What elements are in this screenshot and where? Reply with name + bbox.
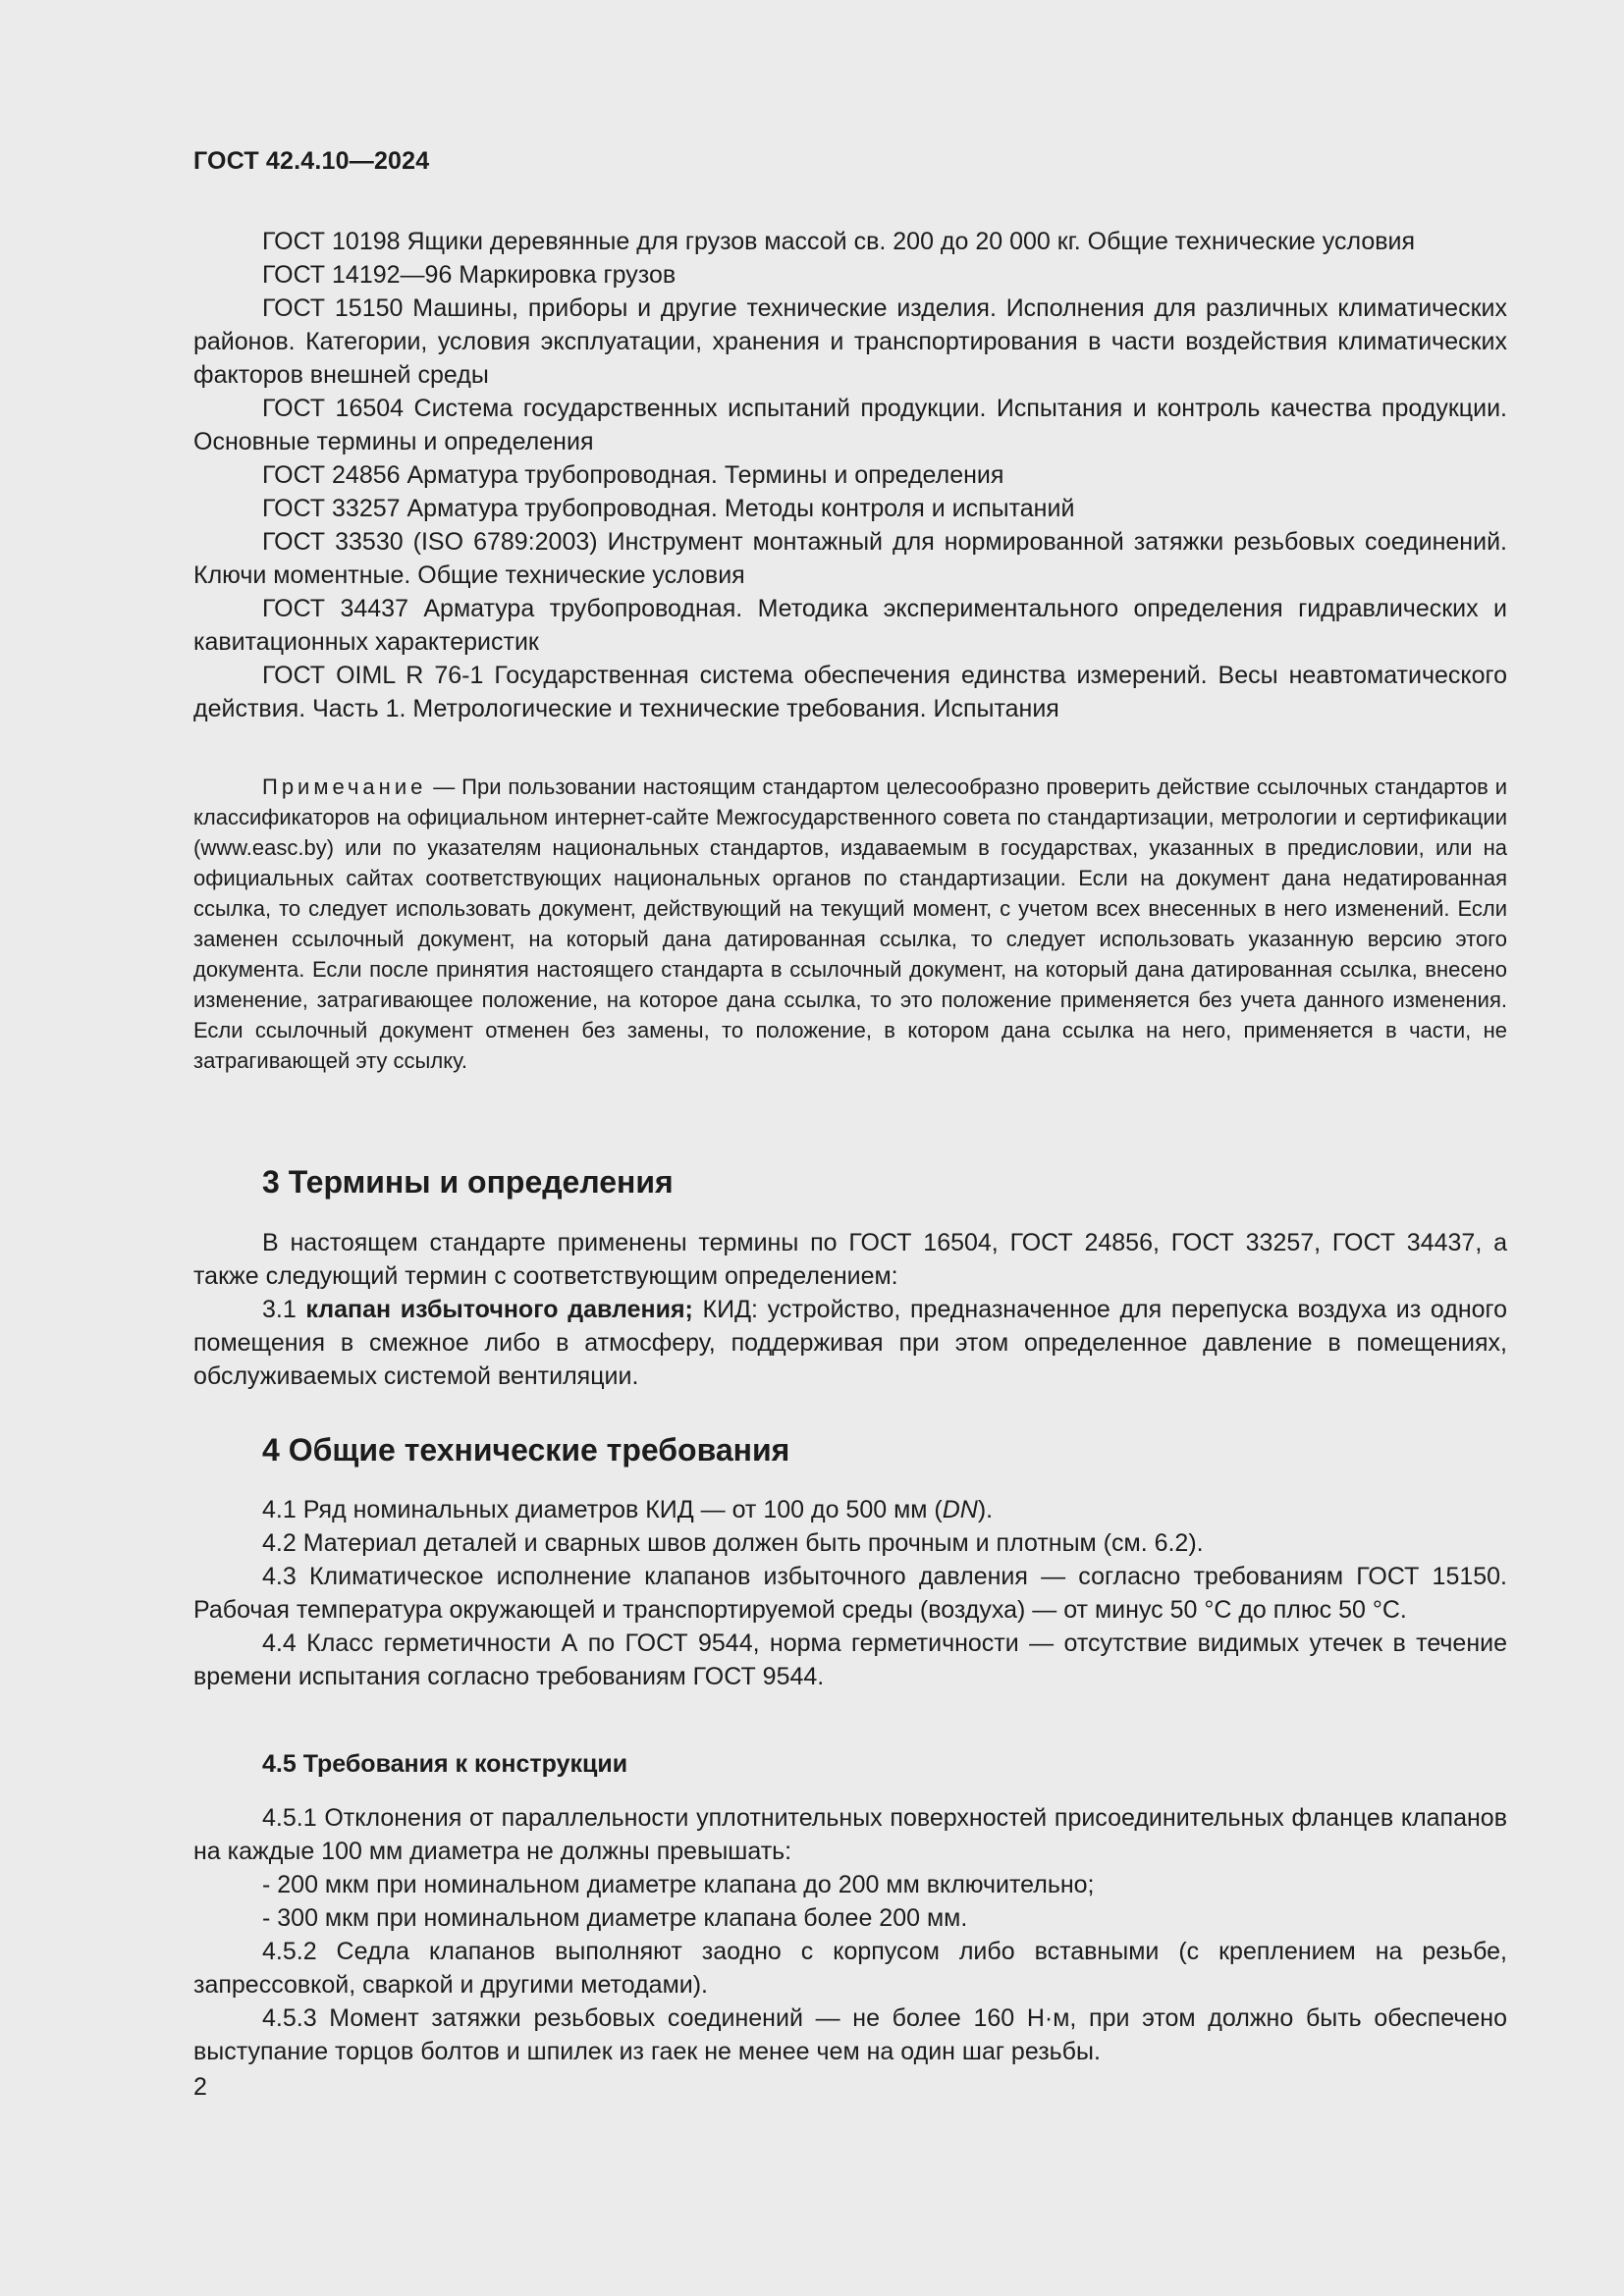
references-note xyxy=(193,772,1507,1076)
reference-item: ГОСТ OIML R 76-1 Государственная система обеспечения единства измерений. Весы неавтоматического действия. Часть 1. Метрологические и технические требования. Испытания xyxy=(193,662,1507,722)
section-3-title: 3 Термины и определения xyxy=(262,1164,674,1200)
section-3-body xyxy=(193,1226,1507,1393)
normative-references xyxy=(193,225,1507,725)
section-4-body xyxy=(193,1493,1507,1693)
reference-item: ГОСТ 15150 Машины, приборы и другие технические изделия. Исполнения для различных климатических районов. Категории, условия эксплуатации, хранения и транспортирования в части воздействия климатических факторов внешней среды xyxy=(193,294,1507,389)
clause-4-2: 4.2 Материал деталей и сварных швов должен быть прочным и плотным (см. 6.2). xyxy=(262,1529,1204,1557)
section-4-title: 4 Общие технические требования xyxy=(262,1432,790,1468)
clause-4-1: 4.1 Ряд номинальных диаметров КИД — от 100 до 500 мм (DN). xyxy=(262,1496,994,1523)
document-header: ГОСТ 42.4.10—2024 xyxy=(193,147,430,175)
note-label: Примечание xyxy=(262,774,427,799)
clause-4-3: 4.3 Климатическое исполнение клапанов избыточного давления — согласно требованиям ГОСТ 15150. Рабочая температура окружающей и транспортируемой среды (воздуха) — от минус 50 °С до плюс 50 °С. xyxy=(193,1563,1507,1624)
page-number: 2 xyxy=(193,2073,207,2101)
list-item: - 300 мкм при номинальном диаметре клапана более 200 мм. xyxy=(262,1904,968,1932)
term-number: 3.1 xyxy=(262,1296,306,1323)
reference-item: ГОСТ 33257 Арматура трубопроводная. Методы контроля и испытаний xyxy=(262,495,1075,522)
reference-item: ГОСТ 14192—96 Маркировка грузов xyxy=(262,261,677,289)
reference-item: ГОСТ 24856 Арматура трубопроводная. Термины и определения xyxy=(262,461,1004,489)
subsection-4-5-body xyxy=(193,1801,1507,2068)
clause-4-5-2: 4.5.2 Седла клапанов выполняют заодно с корпусом либо вставными (с креплением на резьбе, запрессовкой, сваркой и другими методами). xyxy=(193,1938,1507,1999)
term-text: КИД: устройство, предназначенное для перепуска воздуха из одного помещения в смежное либо в атмосферу, поддерживая при этом определенное давление в помещениях, обслуживаемых системой вентиляции. xyxy=(193,1296,1508,1390)
term-definition xyxy=(193,1293,1507,1393)
reference-item: ГОСТ 16504 Система государственных испытаний продукции. Испытания и контроль качества продукции. Основные термины и определения xyxy=(193,395,1507,455)
clause-4-4: 4.4 Класс герметичности А по ГОСТ 9544, норма герметичности — отсутствие видимых утечек в течение времени испытания согласно требованиям ГОСТ 9544. xyxy=(193,1629,1507,1690)
list-item: - 200 мкм при номинальном диаметре клапана до 200 мм включительно; xyxy=(262,1871,1095,1898)
reference-item: ГОСТ 34437 Арматура трубопроводная. Методика экспериментального определения гидравлических и кавитационных характеристик xyxy=(193,595,1507,656)
term-name: клапан избыточного давления; xyxy=(305,1296,693,1323)
clause-4-5-1: 4.5.1 Отклонения от параллельности уплотнительных поверхностей присоединительных фланцев клапанов на каждые 100 мм диаметра не должны превышать: xyxy=(193,1804,1507,1865)
clause-4-5-3: 4.5.3 Момент затяжки резьбовых соединений — не более 160 Н·м, при этом должно быть обеспечено выступание торцов болтов и шпилек из гаек не менее чем на один шаг резьбы. xyxy=(193,2004,1507,2065)
dn-symbol: DN xyxy=(942,1496,978,1523)
reference-item: ГОСТ 10198 Ящики деревянные для грузов массой св. 200 до 20 000 кг. Общие технические условия xyxy=(262,228,1416,255)
note-text: — При пользовании настоящим стандартом целесообразно проверить действие ссылочных стандартов и классификаторов на официальном интернет-сайте Межгосударственного совета по стандартизации, метрологии и сертификации (www.easc.by) или по указателям национальных стандартов, издаваемым в государствах, указанных в предисловии, или на официальных сайтах соответствующих национальных органов по стандартизации. Если на документ дана недатированная ссылка, то следует использовать документ, действующий на текущий момент, с учетом всех внесенных в него изменений. Если заменен ссылочный документ, на который дана датированная ссылка, то следует использовать указанную версию этого документа. Если после принятия настоящего стандарта в ссылочный документ, на который дана датированная ссылка, внесено изменение, затрагивающее положение, на которое дана ссылка, то это положение применяется без учета данного изменения. Если ссылочный документ отменен без замены, то положение, в котором дана ссылка на него, применяется в части, не затрагивающей эту ссылку. xyxy=(193,774,1507,1073)
subsection-4-5-title: 4.5 Требования к конструкции xyxy=(262,1750,628,1778)
reference-item: ГОСТ 33530 (ISO 6789:2003) Инструмент монтажный для нормированной затяжки резьбовых соединений. Ключи моментные. Общие технические условия xyxy=(193,528,1507,589)
section-3-intro: В настоящем стандарте применены термины по ГОСТ 16504, ГОСТ 24856, ГОСТ 33257, ГОСТ 34437, а также следующий термин с соответствующим определением: xyxy=(193,1229,1507,1290)
